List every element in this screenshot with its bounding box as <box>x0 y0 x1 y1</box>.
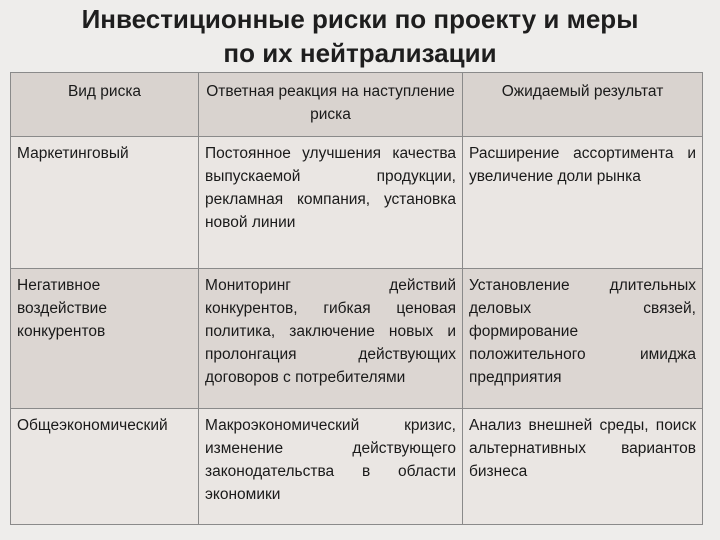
result-cell: Расширение ассортимента и увеличение доли рынка <box>463 137 703 269</box>
result-cell: Установление длительных деловых связей, формирование положительного имиджа предприятия <box>463 269 703 409</box>
title-line-1: Инвестиционные риски по проекту и меры <box>81 4 639 34</box>
risk-type-cell: Негативное воздействие конкурентов <box>11 269 199 409</box>
table-row <box>11 269 703 409</box>
header-risk-type: Вид риска <box>11 73 199 137</box>
title-line-2: по их нейтрализации <box>223 38 497 68</box>
risk-table <box>10 72 703 525</box>
table-header-row <box>11 73 703 137</box>
response-cell: Макроэкономический кризис, изменение действующего законодательства в области экономики <box>199 409 463 525</box>
header-expected-result: Ожидаемый результат <box>463 73 703 137</box>
header-response: Ответная реакция на наступление риска <box>199 73 463 137</box>
risk-type-cell: Общеэкономический <box>11 409 199 525</box>
response-cell: Постоянное улучшения качества выпускаемой продукции, рекламная компания, установка новой линии <box>199 137 463 269</box>
page-title <box>0 2 720 70</box>
table-row <box>11 137 703 269</box>
risk-type-cell: Маркетинговый <box>11 137 199 269</box>
response-cell: Мониторинг действий конкурентов, гибкая ценовая политика, заключение новых и пролонгация действующих договоров с потребителями <box>199 269 463 409</box>
result-cell: Анализ внешней среды, поиск альтернативных вариантов бизнеса <box>463 409 703 525</box>
table-row <box>11 409 703 525</box>
